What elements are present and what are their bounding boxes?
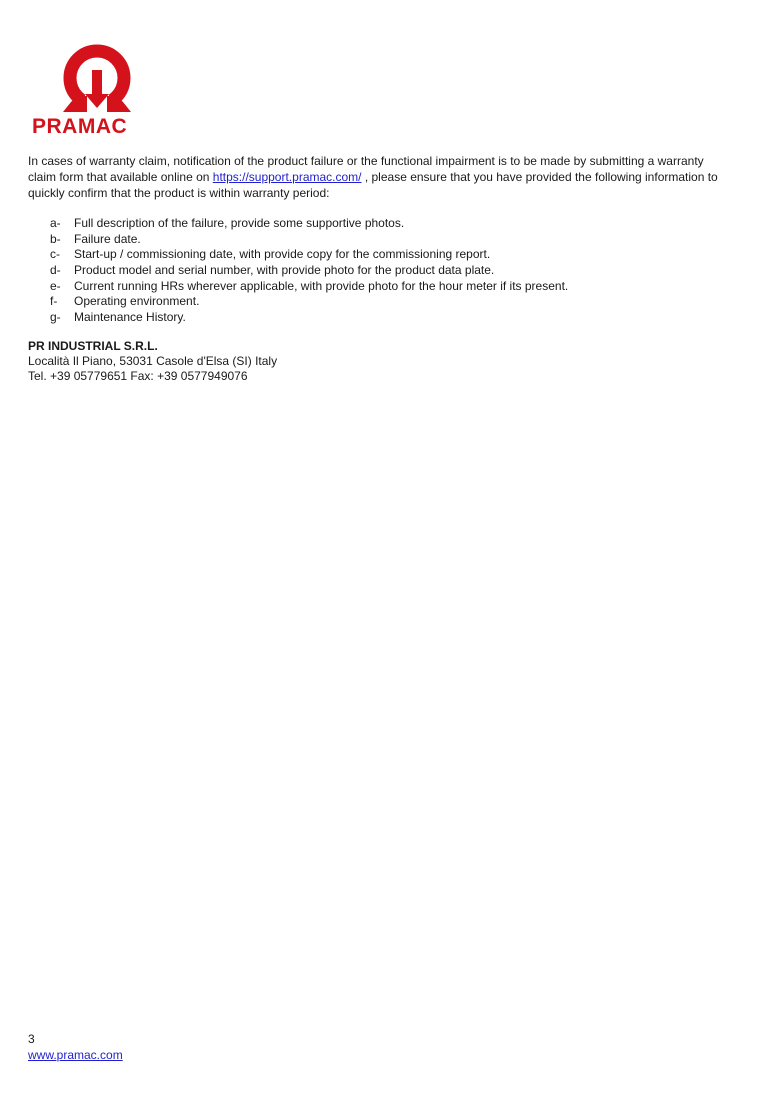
list-item-text: Start-up / commissioning date, with provide copy for the commissioning report.: [74, 247, 491, 262]
list-item-text: Operating environment.: [74, 294, 200, 309]
list-marker: b-: [50, 231, 61, 246]
website-link[interactable]: www.pramac.com: [28, 1048, 123, 1062]
page-number: 3: [28, 1032, 35, 1046]
list-item: [50, 232, 568, 248]
list-marker: e-: [50, 278, 61, 293]
list-item-text: Full description of the failure, provide some supportive photos.: [74, 216, 405, 230]
list-item-text: Maintenance History.: [74, 310, 186, 325]
pramac-logo: [25, 44, 169, 140]
list-item: [50, 294, 568, 310]
intro-text-end: , please ensure that you have provided the following information to quickly confirm that the product is within warranty period:: [28, 170, 718, 200]
company-address: Località Il Piano, 53031 Casole d'Elsa (SI) Italy: [28, 354, 278, 368]
list-marker: a-: [50, 216, 61, 230]
list-item: [50, 247, 568, 263]
list-marker: f-: [50, 294, 58, 309]
company-contact: Tel. +39 05779651 Fax: +39 0577949076: [28, 369, 248, 383]
page-footer: [28, 1031, 123, 1063]
list-item: [50, 263, 568, 279]
company-name: PR INDUSTRIAL S.R.L.: [28, 339, 158, 353]
required-info-list: [50, 216, 568, 326]
list-item-text: Product model and serial number, with provide photo for the product data plate.: [74, 263, 495, 278]
list-item-text: Failure date.: [74, 231, 141, 246]
warranty-intro-paragraph: [28, 153, 728, 201]
pramac-emblem-icon: [25, 44, 169, 114]
list-item: [50, 279, 568, 295]
support-link[interactable]: https://support.pramac.com/: [212, 170, 362, 184]
company-info: [28, 339, 277, 384]
list-item: [50, 310, 568, 326]
list-item-text: Current running HRs wherever applicable, with provide photo for the hour meter if its present.: [74, 278, 569, 293]
list-marker: c-: [50, 247, 60, 262]
logo-wordmark: PRAMAC: [32, 115, 128, 138]
intro-text-start: In cases of warranty claim, notification of the product failure or the functional impairment is to be made by submitting a warranty claim form that available online on: [28, 154, 704, 184]
list-marker: g-: [50, 310, 61, 325]
list-marker: d-: [50, 263, 61, 278]
list-item: [50, 216, 568, 232]
